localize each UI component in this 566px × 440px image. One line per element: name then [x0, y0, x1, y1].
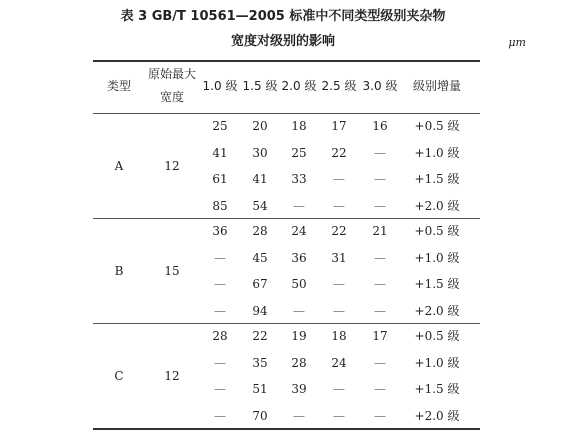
- table-cell: 45: [252, 250, 268, 265]
- table-cell: 18: [291, 119, 307, 133]
- table-cell: 28: [252, 224, 268, 238]
- table-cell: 22: [252, 329, 268, 343]
- table-title: 表 3 GB/T 10561—2005 标准中不同类型级别夹杂物: [120, 9, 446, 24]
- table-cell: 70: [252, 408, 268, 423]
- table-cell: 61: [212, 172, 228, 186]
- table-cell: 24: [291, 224, 307, 238]
- table-cell: —: [293, 408, 305, 423]
- header-rule: [93, 113, 480, 114]
- table-cell: 18: [331, 329, 347, 343]
- table-cell: —: [214, 303, 226, 318]
- header-grade-2-5: 2.5 级: [321, 79, 357, 93]
- table-cell: 33: [291, 172, 307, 186]
- table-cell: —: [374, 408, 386, 423]
- table-cell: 36: [212, 224, 228, 238]
- table-cell: —: [214, 250, 226, 265]
- table-cell: —: [214, 382, 226, 396]
- table-cell: 19: [291, 329, 307, 343]
- table-cell: 24: [331, 355, 347, 370]
- table-cell: —: [333, 382, 345, 396]
- table-cell: —: [374, 145, 386, 160]
- table-cell: 22: [331, 145, 347, 160]
- header-grade-1-0: 1.0 级: [202, 79, 238, 93]
- grade-increase-cell: +0.5 级: [414, 329, 460, 343]
- grade-increase-cell: +2.0 级: [414, 408, 460, 423]
- grade-increase-cell: +1.0 级: [414, 250, 460, 265]
- bottom-rule: [93, 428, 480, 430]
- table-cell: 85: [212, 198, 228, 213]
- table-cell: 94: [252, 303, 268, 318]
- table-cell: 22: [331, 224, 347, 238]
- group-original-width: 15: [164, 263, 180, 278]
- table-cell: 36: [291, 250, 307, 265]
- grade-increase-cell: +1.0 级: [414, 145, 460, 160]
- header-orig-width-line1: 原始最大: [147, 67, 197, 81]
- table-cell: 41: [252, 172, 268, 186]
- header-grade-1-5: 1.5 级: [242, 79, 278, 93]
- header-type: 类型: [106, 79, 132, 93]
- table-cell: —: [333, 303, 345, 318]
- table-cell: —: [374, 198, 386, 213]
- group-type: B: [114, 263, 124, 278]
- table-cell: 39: [291, 382, 307, 396]
- table-cell: 51: [252, 382, 268, 396]
- table-cell: 28: [212, 329, 228, 343]
- table-cell: 67: [252, 277, 268, 291]
- table-cell: —: [214, 277, 226, 291]
- grade-increase-cell: +2.0 级: [414, 303, 460, 318]
- table-cell: —: [333, 172, 345, 186]
- group-type: A: [114, 158, 124, 173]
- group-original-width: 12: [164, 158, 180, 173]
- grade-increase-cell: +1.5 级: [414, 277, 460, 291]
- unit-label: μm: [508, 36, 526, 49]
- table-cell: 16: [372, 119, 388, 133]
- table-cell: 54: [252, 198, 268, 213]
- table-cell: —: [374, 303, 386, 318]
- table-cell: 28: [291, 355, 307, 370]
- top-rule: [93, 60, 480, 62]
- grade-increase-cell: +0.5 级: [414, 224, 460, 238]
- table-cell: —: [374, 172, 386, 186]
- group-a-rule: [93, 218, 480, 219]
- header-orig-width-line2: 宽度: [159, 90, 185, 104]
- table-cell: 50: [291, 277, 307, 291]
- table-cell: —: [293, 303, 305, 318]
- grade-increase-cell: +2.0 级: [414, 198, 460, 213]
- table-cell: 30: [252, 145, 268, 160]
- table-cell: —: [374, 355, 386, 370]
- table-cell: 20: [252, 119, 268, 133]
- header-grade-2-0: 2.0 级: [281, 79, 317, 93]
- table-cell: —: [293, 198, 305, 213]
- table-cell: 31: [331, 250, 347, 265]
- grade-increase-cell: +1.5 级: [414, 382, 460, 396]
- group-original-width: 12: [164, 368, 180, 383]
- table-cell: 41: [212, 145, 228, 160]
- grade-increase-cell: +1.5 级: [414, 172, 460, 186]
- table-cell: 21: [372, 224, 388, 238]
- header-grade-increase: 级别增量: [412, 79, 462, 93]
- table-cell: 17: [331, 119, 347, 133]
- group-type: C: [114, 368, 124, 383]
- table-cell: —: [333, 408, 345, 423]
- header-grade-3-0: 3.0 级: [362, 79, 398, 93]
- table-cell: 17: [372, 329, 388, 343]
- table-cell: 25: [212, 119, 228, 133]
- table-cell: 25: [291, 145, 307, 160]
- table-cell: —: [214, 355, 226, 370]
- table-cell: —: [214, 408, 226, 423]
- table-cell: —: [374, 277, 386, 291]
- table-subtitle: 宽度对级别的影响: [230, 34, 335, 49]
- table-cell: —: [374, 250, 386, 265]
- table-cell: —: [374, 382, 386, 396]
- grade-increase-cell: +1.0 级: [414, 355, 460, 370]
- grade-increase-cell: +0.5 级: [414, 119, 460, 133]
- table-cell: —: [333, 198, 345, 213]
- group-b-rule: [93, 323, 480, 324]
- table-cell: —: [333, 277, 345, 291]
- table-cell: 35: [252, 355, 268, 370]
